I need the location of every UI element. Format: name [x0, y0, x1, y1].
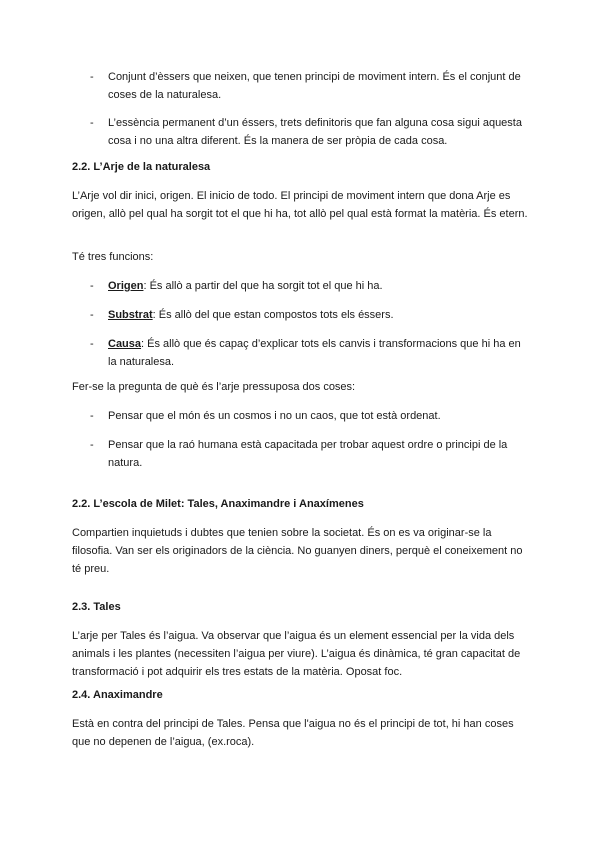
section-heading-milet: 2.2. L’escola de Milet: Tales, Anaximandre i Anaxímenes — [72, 498, 364, 510]
bullet-dash: - — [90, 117, 94, 129]
paragraph-milet: Compartien inquietuds i dubtes que tenien sobre la societat. És on es va originar-se la filosofia. Van ser els originadors de la ciència. No guanyen diners, perquè el coneixement no té preu. — [72, 527, 523, 575]
list-item-text — [108, 277, 532, 295]
list-item-text: Pensar que el món és un cosmos i no un caos, que tot està ordenat. — [108, 410, 441, 422]
list-item-text: Conjunt d’èssers que neixen, que tenen principi de moviment intern. És el conjunt de coses de la naturalesa. — [108, 71, 521, 101]
section-heading-anaximandre: 2.4. Anaximandre — [72, 689, 163, 701]
list-item-text — [108, 335, 532, 371]
paragraph-tales: L’arje per Tales és l’aigua. Va observar que l’aigua és un element essencial per la vida dels animals i les plantes (necessiten l’aigua per viure). L’aigua és dinàmica, té gran capacitat de transformació i pot adquirir els tres estats de la matèria. Oposat foc. — [72, 630, 521, 678]
bullet-dash: - — [90, 280, 94, 292]
list-item-text — [108, 306, 532, 324]
term-substrat: Substrat — [108, 309, 153, 321]
paragraph-arje: L’Arje vol dir inici, origen. El inicio de todo. El principi de moviment intern que dona Arje es origen, allò pel qual ha sorgit tot el que hi ha, tot allò pel qual està format la matèria. És etern. — [72, 190, 528, 220]
bullet-dash: - — [90, 338, 94, 350]
bullet-dash: - — [90, 71, 94, 83]
bullet-dash: - — [90, 439, 94, 451]
paragraph-anaximandre: Està en contra del principi de Tales. Pensa que l'aigua no és el principi de tot, hi han coses que no depenen de l’aigua, (ex.roca). — [72, 718, 514, 748]
term-definition: : És allò del que estan compostos tots els éssers. — [152, 309, 394, 321]
term-origen: Origen — [108, 280, 144, 292]
term-definition: : És allò que és capaç d’explicar tots els canvis i transformacions que hi ha en la naturalesa. — [108, 338, 521, 368]
list-item-text: Pensar que la raó humana està capacitada per trobar aquest ordre o principi de la natura. — [108, 439, 508, 469]
section-heading-arje: 2.2. L’Arje de la naturalesa — [72, 161, 211, 173]
list-item-text: L’essència permanent d’un éssers, trets definitoris que fan alguna cosa sigui aquesta cosa i no una altra diferent. És la manera de ser pròpia de cada cosa. — [108, 117, 522, 147]
question-intro: Fer-se la pregunta de què és l’arje pressuposa dos coses: — [72, 381, 356, 393]
term-definition: : És allò a partir del que ha sorgit tot el que hi ha. — [143, 280, 383, 292]
term-causa: Causa — [108, 338, 142, 350]
bullet-dash: - — [90, 410, 94, 422]
section-heading-tales: 2.3. Tales — [72, 601, 121, 613]
bullet-dash: - — [90, 309, 94, 321]
functions-intro: Té tres funcions: — [72, 251, 154, 263]
